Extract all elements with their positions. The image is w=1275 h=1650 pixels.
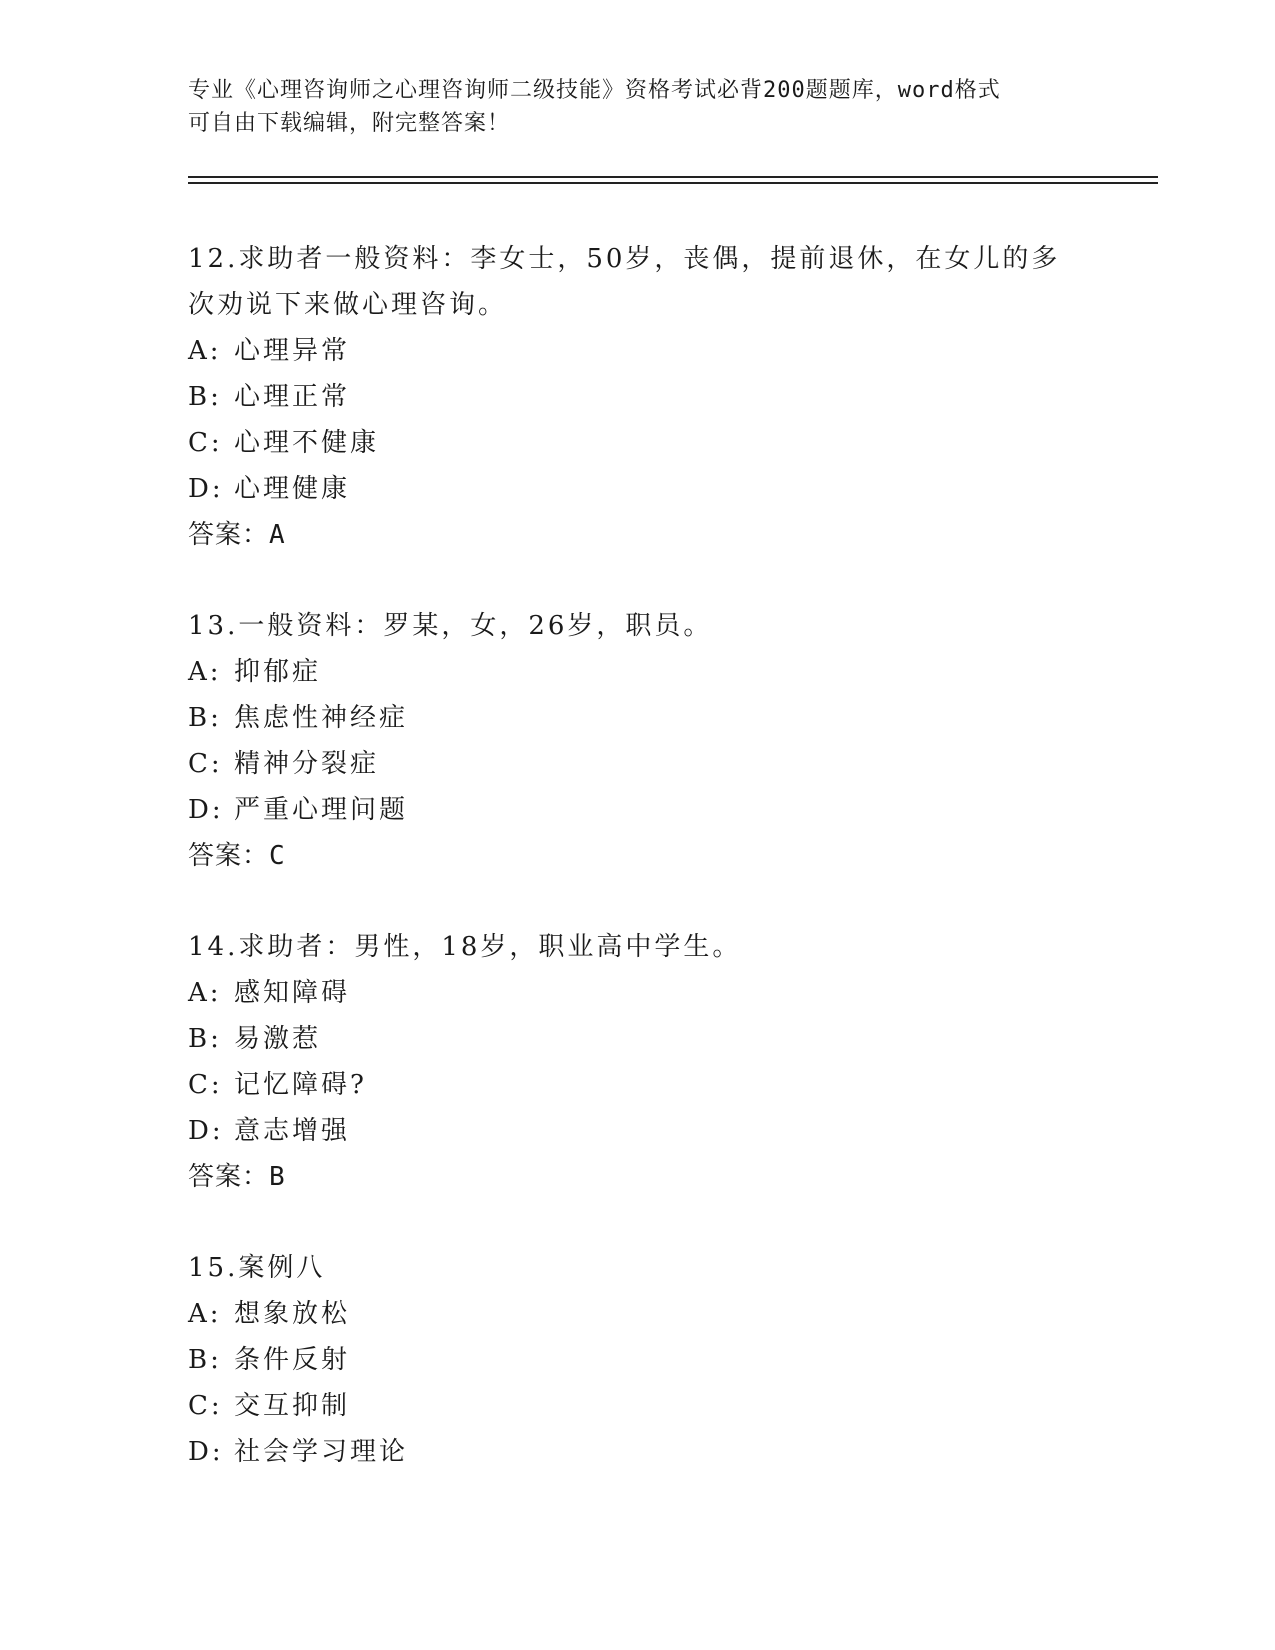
option-c bbox=[188, 420, 1088, 466]
question-stem: 14.求助者：男性，18岁，职业高中学生。 bbox=[188, 932, 742, 962]
answer-label: 答案： bbox=[188, 1162, 270, 1192]
answer-label: 答案： bbox=[188, 841, 270, 871]
option-c bbox=[188, 1383, 1088, 1429]
option-a bbox=[188, 1291, 1088, 1337]
option-b bbox=[188, 1016, 1088, 1062]
question-stem: 12.求助者一般资料：李女士，50岁，丧偶，提前退休，在女儿的多次劝说下来做心理咨询。 bbox=[188, 244, 1061, 320]
option-text: 交互抑制 bbox=[234, 1391, 351, 1421]
option-letter: B: bbox=[188, 1024, 222, 1054]
option-text: 心理异常 bbox=[234, 336, 351, 366]
option-text: 条件反射 bbox=[234, 1345, 351, 1375]
option-text: 想象放松 bbox=[234, 1299, 351, 1329]
option-letter: A: bbox=[188, 978, 222, 1008]
option-d bbox=[188, 466, 1088, 512]
option-letter: C: bbox=[188, 1070, 223, 1100]
option-letter: B: bbox=[188, 382, 222, 412]
option-d bbox=[188, 1108, 1088, 1154]
answer-value: B bbox=[269, 1162, 286, 1192]
option-d bbox=[188, 1429, 1088, 1475]
answer-line bbox=[188, 512, 1088, 558]
answer-value: C bbox=[269, 841, 286, 871]
option-letter: D: bbox=[188, 474, 224, 504]
question-13 bbox=[188, 603, 1088, 879]
option-text: 意志增强 bbox=[234, 1116, 351, 1146]
header-divider-top bbox=[188, 176, 1158, 178]
question-stem: 13.一般资料：罗某，女，26岁，职员。 bbox=[188, 611, 713, 641]
option-text: 心理健康 bbox=[234, 474, 351, 504]
answer-label: 答案： bbox=[188, 520, 270, 550]
header-divider-bottom bbox=[188, 182, 1158, 184]
header-title-line-2: 可自由下载编辑，附完整答案！ bbox=[188, 111, 511, 136]
option-text: 社会学习理论 bbox=[234, 1437, 409, 1467]
option-c bbox=[188, 1062, 1088, 1108]
answer-value: A bbox=[269, 520, 286, 550]
option-text: 易激惹 bbox=[234, 1024, 322, 1054]
question-list bbox=[188, 236, 1088, 1475]
option-text: 严重心理问题 bbox=[234, 795, 409, 825]
header-title-line-1: 专业《心理咨询师之心理咨询师二级技能》资格考试必背200题题库，word格式 bbox=[188, 78, 1001, 103]
option-letter: C: bbox=[188, 1391, 223, 1421]
option-b bbox=[188, 695, 1088, 741]
option-text: 记忆障碍? bbox=[234, 1070, 367, 1100]
option-letter: B: bbox=[188, 1345, 222, 1375]
option-letter: A: bbox=[188, 336, 222, 366]
option-a bbox=[188, 328, 1088, 374]
question-stem: 15.案例八 bbox=[188, 1253, 326, 1283]
option-letter: A: bbox=[188, 657, 222, 687]
option-letter: A: bbox=[188, 1299, 222, 1329]
option-b bbox=[188, 1337, 1088, 1383]
question-15 bbox=[188, 1245, 1088, 1475]
option-text: 心理不健康 bbox=[234, 428, 380, 458]
option-c bbox=[188, 741, 1088, 787]
option-b bbox=[188, 374, 1088, 420]
document-header bbox=[188, 74, 1088, 140]
option-letter: B: bbox=[188, 703, 222, 733]
option-d bbox=[188, 787, 1088, 833]
option-text: 抑郁症 bbox=[234, 657, 322, 687]
option-a bbox=[188, 649, 1088, 695]
answer-line bbox=[188, 1154, 1088, 1200]
question-12 bbox=[188, 236, 1088, 558]
question-14 bbox=[188, 924, 1088, 1200]
option-text: 精神分裂症 bbox=[234, 749, 380, 779]
option-a bbox=[188, 970, 1088, 1016]
option-letter: C: bbox=[188, 428, 223, 458]
option-letter: D: bbox=[188, 1437, 224, 1467]
option-text: 感知障碍 bbox=[234, 978, 351, 1008]
option-letter: C: bbox=[188, 749, 223, 779]
option-letter: D: bbox=[188, 795, 224, 825]
option-text: 焦虑性神经症 bbox=[234, 703, 409, 733]
answer-line bbox=[188, 833, 1088, 879]
option-text: 心理正常 bbox=[234, 382, 351, 412]
option-letter: D: bbox=[188, 1116, 224, 1146]
